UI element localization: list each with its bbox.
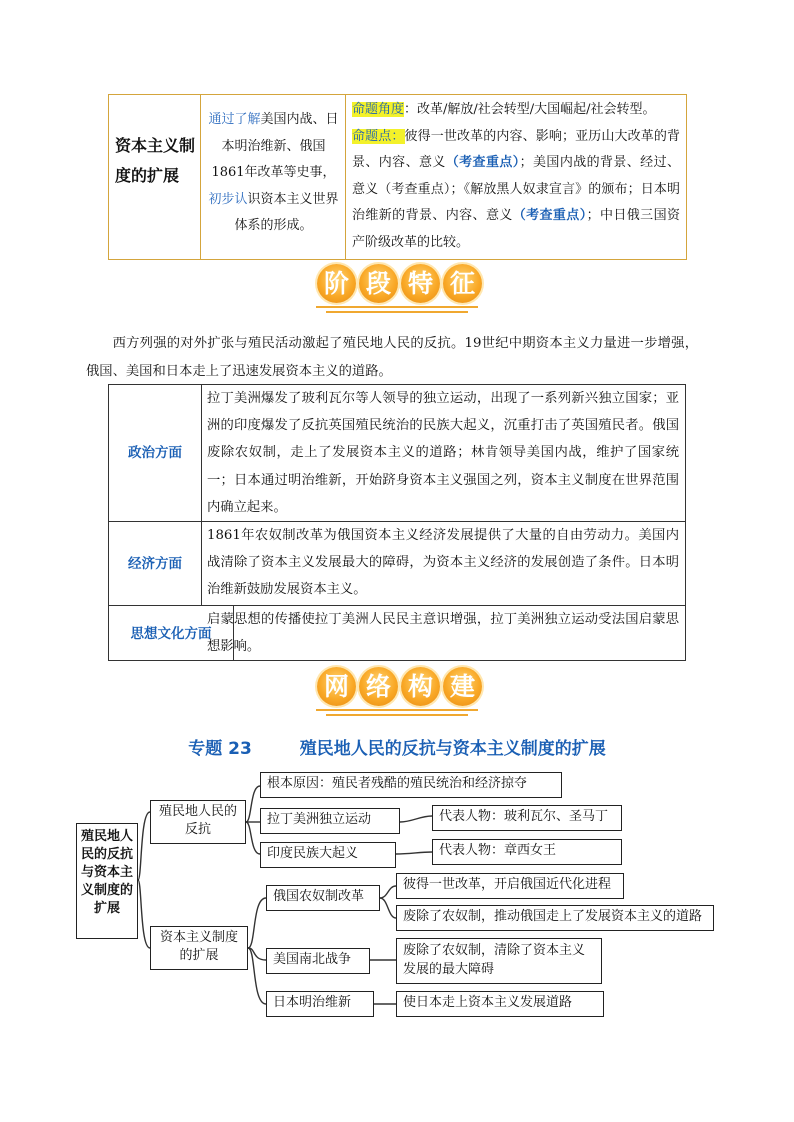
row-text: 1861年农奴制改革为俄国资本主义经济发展提供了大量的自由劳动力。美国内战清除了资本主义发展最大的障碍，为资本主义经济的发展创造了条件。日本明治维新鼓励发展资本主义。 (207, 528, 679, 598)
analysis-part: ；中日俄三国资产阶级改革的比较。 (352, 208, 680, 250)
banner-char: 征 (443, 264, 482, 303)
node-india-uprising: 印度民族大起义 (260, 842, 396, 868)
row-label: 政治方面 (109, 385, 202, 521)
requirement-keyword: 通过了解 (208, 112, 261, 127)
node-us-civil-war: 美国南北战争 (266, 948, 370, 974)
key-point-tag: （考查重点） (512, 208, 587, 224)
topic-number: 专题 23 (188, 739, 252, 759)
row-label: 经济方面 (109, 522, 202, 605)
leaf-us-1: 废除了农奴制，清除了资本主义发展的最大障碍 (396, 938, 602, 984)
banner-char: 构 (401, 667, 440, 706)
banner-char: 络 (359, 667, 398, 706)
intro-paragraph: 西方列强的对外扩张与殖民活动激起了殖民地人民的反抗。19世纪中期资本主义力量进一步增强，俄国、美国和日本走上了迅速发展资本主义的道路。 (86, 336, 698, 379)
leaf-russia-1: 彼得一世改革，开启俄国近代化进程 (396, 873, 624, 899)
banner-char: 特 (401, 264, 440, 303)
row-text: 启蒙思想的传播使拉丁美洲人民民主意识增强，拉丁美洲独立运动受法国启蒙思想影响。 (207, 612, 679, 655)
leaf-russia-2: 废除了农奴制，推动俄国走上了发展资本主义的道路 (396, 905, 714, 931)
banner-char: 网 (317, 667, 356, 706)
highlight-label: 命题点： (352, 128, 405, 144)
analysis-part: ：改革/解放/社会转型/大国崛起/社会转型。 (404, 102, 656, 117)
branch-node-capitalism-expansion: 资本主义制度的扩展 (150, 926, 248, 970)
banner-char: 建 (443, 667, 482, 706)
node-latin-america: 拉丁美洲独立运动 (260, 808, 400, 834)
root-node: 殖民地人民的反抗与资本主义制度的扩展 (76, 823, 138, 939)
analysis-part: 彼得一世改革的内容、影响；亚历山大改革的背景、内容、意义 (352, 128, 680, 171)
requirement-part: 美国内战、日本明治维新、俄国1861年改革等史事， (211, 112, 339, 181)
requirement-keyword: 初步认 (208, 191, 248, 207)
banner-char: 阶 (317, 264, 356, 303)
branch-node-colonial-resistance: 殖民地人民的反抗 (150, 800, 246, 844)
topic-name: 殖民地人民的反抗与资本主义制度的扩展 (299, 739, 606, 759)
banner-char: 段 (359, 264, 398, 303)
row-text: 拉丁美洲爆发了玻利瓦尔等人领导的独立运动，出现了一系列新兴独立国家；亚洲的印度爆发了反抗英国殖民统治的民族大起义，沉重打击了英国殖民者。俄国废除农奴制，走上了发展资本主义的道路；林肯领导美国内战，维护了国家统一；日本通过明治维新，开始跻身资本主义强国之列，资本主义制度在世界范围内确立起来。 (207, 391, 679, 515)
leaf-root-cause: 根本原因：殖民者残酷的殖民统治和经济掠夺 (260, 772, 562, 798)
leaf-india-reps: 代表人物：章西女王 (432, 839, 622, 865)
node-russia-reform: 俄国农奴制改革 (266, 885, 380, 911)
analysis-part: ；美国内战的背景、经过、意义（考查重点）；《解放黑人奴隶宣言》的颁布；日本明治维新的背景、内容、意义 (352, 155, 680, 224)
topic-label: 资本主义制度的扩展 (115, 136, 196, 185)
highlight-label: 命题角度 (352, 102, 405, 117)
requirement-part: 识资本主义世界体系的形成。 (234, 191, 339, 234)
leaf-latin-reps: 代表人物：玻利瓦尔、圣马丁 (432, 805, 622, 831)
leaf-japan-1: 使日本走上资本主义发展道路 (396, 991, 604, 1017)
row-label: 思想文化方面 (109, 606, 234, 661)
key-point-tag: （考查重点） (445, 155, 520, 171)
node-meiji-restoration: 日本明治维新 (266, 991, 374, 1017)
